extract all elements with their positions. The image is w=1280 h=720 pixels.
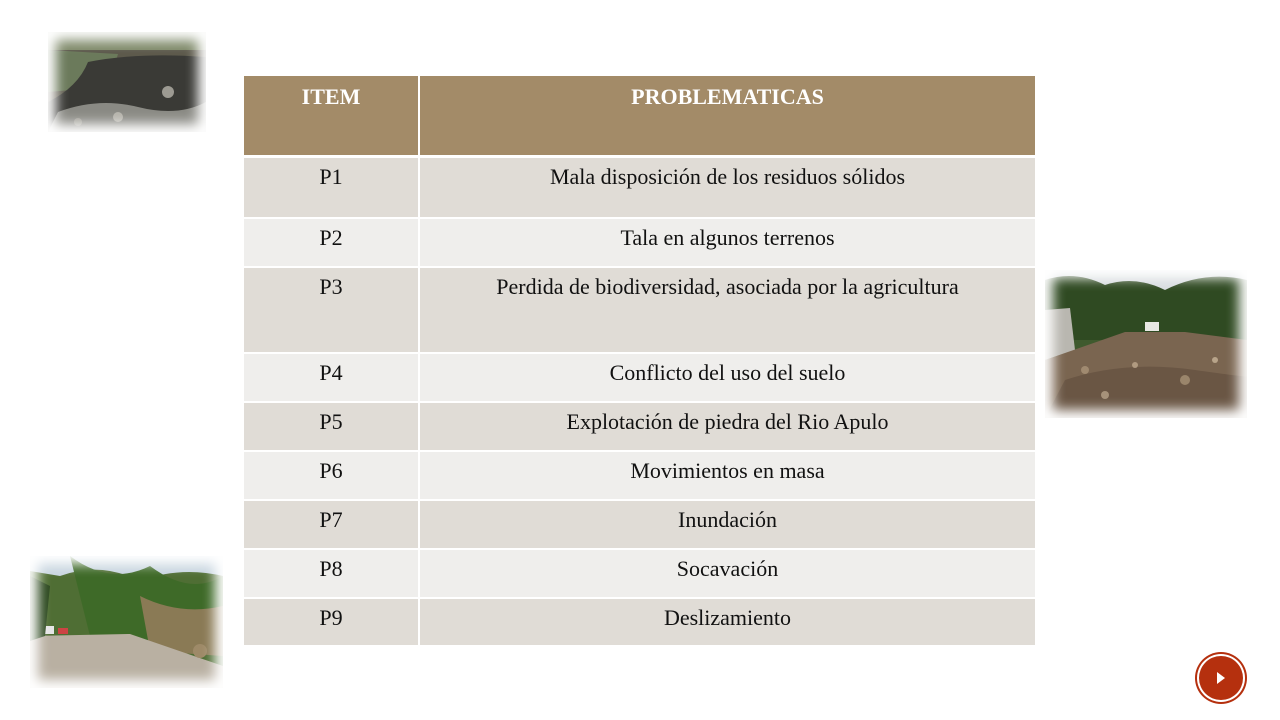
table-row xyxy=(244,157,1035,218)
table-row xyxy=(244,549,1035,598)
next-slide-icon xyxy=(1213,670,1229,686)
table-row xyxy=(244,598,1035,646)
problems-table-container xyxy=(244,76,1035,647)
row-item: P6 xyxy=(244,451,419,500)
row-item: P4 xyxy=(244,353,419,402)
landslide-road-photo xyxy=(1045,270,1247,418)
row-problem: Explotación de piedra del Rio Apulo xyxy=(419,402,1035,451)
row-problem: Perdida de biodiversidad, asociada por la agricultura xyxy=(419,267,1035,353)
problems-table xyxy=(244,76,1035,647)
row-problem: Inundación xyxy=(419,500,1035,549)
table-row xyxy=(244,353,1035,402)
row-item: P9 xyxy=(244,598,419,646)
row-problem: Mala disposición de los residuos sólidos xyxy=(419,157,1035,218)
table-row xyxy=(244,451,1035,500)
row-problem: Conflicto del uso del suelo xyxy=(419,353,1035,402)
table-header-row xyxy=(244,76,1035,157)
header-problematicas: PROBLEMATICAS xyxy=(419,76,1035,157)
table-row xyxy=(244,218,1035,267)
row-item: P3 xyxy=(244,267,419,353)
table-row xyxy=(244,267,1035,353)
row-problem: Deslizamiento xyxy=(419,598,1035,646)
row-item: P2 xyxy=(244,218,419,267)
row-problem: Movimientos en masa xyxy=(419,451,1035,500)
street-vegetation-photo xyxy=(30,556,223,688)
row-problem: Socavación xyxy=(419,549,1035,598)
row-item: P5 xyxy=(244,402,419,451)
table-row xyxy=(244,402,1035,451)
row-item: P7 xyxy=(244,500,419,549)
row-problem: Tala en algunos terrenos xyxy=(419,218,1035,267)
row-item: P1 xyxy=(244,157,419,218)
riverbank-waste-photo xyxy=(48,32,206,132)
next-slide-button[interactable] xyxy=(1197,654,1245,702)
table-row xyxy=(244,500,1035,549)
row-item: P8 xyxy=(244,549,419,598)
header-item: ITEM xyxy=(244,76,419,157)
